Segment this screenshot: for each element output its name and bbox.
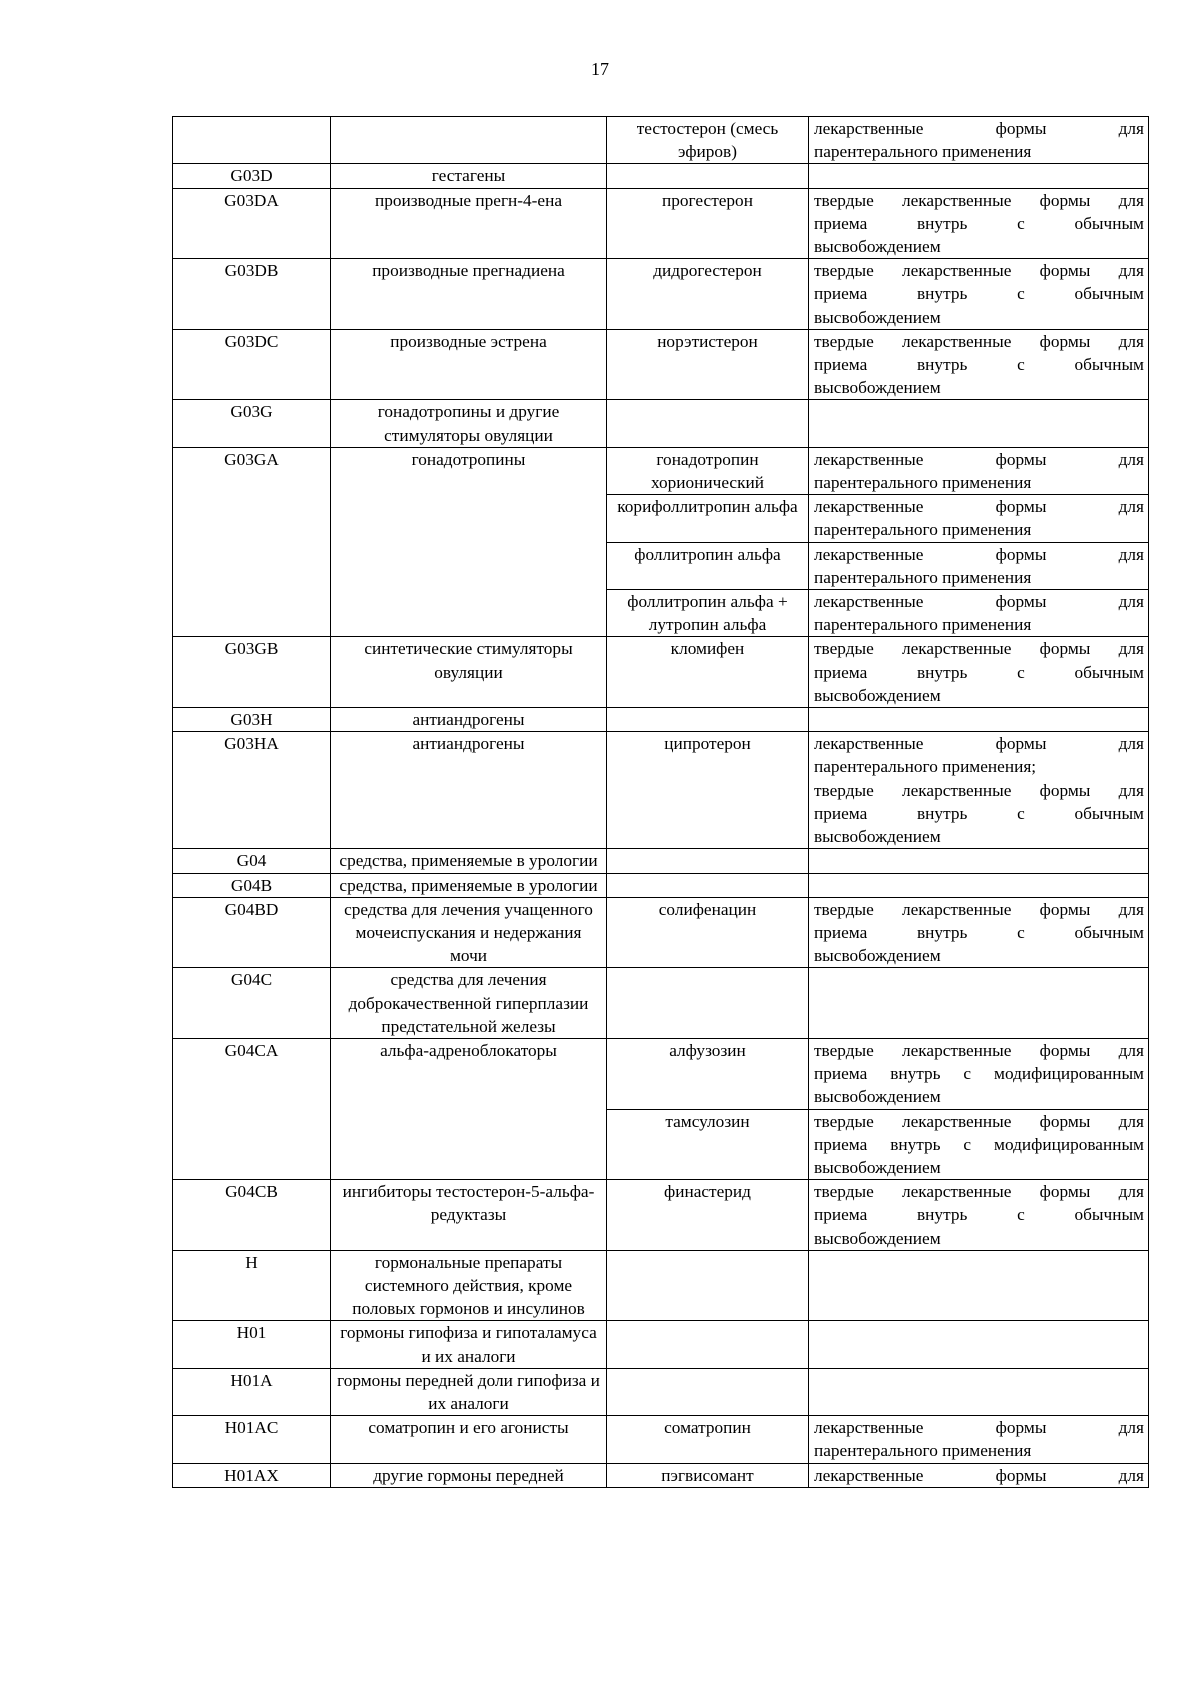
dosage-form-cell	[809, 542, 1149, 589]
dosage-form-line: высвобождением	[814, 685, 941, 705]
dosage-form-cell	[809, 849, 1149, 873]
drug-name-cell	[607, 708, 809, 732]
atc-code-cell: H01	[173, 1321, 331, 1368]
drug-name-cell: норэтистерон	[607, 329, 809, 400]
dosage-form-line: приема внутрь с обычным	[814, 803, 1144, 823]
dosage-form-line: твердые лекарственные формы для	[814, 261, 1144, 281]
atc-group-cell: другие гормоны передней	[331, 1463, 607, 1487]
dosage-form-line: высвобождением	[814, 1228, 941, 1248]
atc-code-cell: G04	[173, 849, 331, 873]
drug-name-cell	[607, 968, 809, 1039]
dosage-form-cell	[809, 329, 1149, 400]
dosage-form-line: парентерального применения	[814, 142, 1032, 162]
atc-code-cell: G03G	[173, 400, 331, 447]
dosage-form-line: приема внутрь с обычным	[814, 284, 1144, 304]
dosage-form-line: твердые лекарственные формы для	[814, 190, 1144, 210]
dosage-form-cell	[809, 590, 1149, 637]
table-body	[173, 117, 1149, 1488]
dosage-form-line: лекарственные формы для	[814, 1465, 1144, 1485]
drug-name-cell	[607, 1368, 809, 1415]
dosage-form-line: высвобождением	[814, 1087, 941, 1107]
drug-name-cell: ципротерон	[607, 732, 809, 849]
dosage-form-line: лекарственные формы для	[814, 119, 1144, 138]
dosage-form-line: лекарственные формы для	[814, 449, 1144, 469]
drug-name-cell	[607, 400, 809, 447]
atc-code-cell: G04B	[173, 873, 331, 897]
dosage-form-cell	[809, 1321, 1149, 1368]
table-row	[173, 1038, 1149, 1109]
drug-name-cell	[607, 849, 809, 873]
atc-code-cell: G03DB	[173, 259, 331, 330]
dosage-form-cell	[809, 1180, 1149, 1251]
table-row	[173, 400, 1149, 447]
dosage-form-line: твердые лекарственные формы для	[814, 899, 1144, 919]
atc-group-cell: производные прегнадиена	[331, 259, 607, 330]
dosage-form-cell	[809, 1109, 1149, 1180]
atc-code-cell: G03GB	[173, 637, 331, 708]
dosage-form-line: твердые лекарственные формы для	[814, 1111, 1144, 1131]
drug-name-cell: корифоллитропин альфа	[607, 495, 809, 542]
dosage-form-cell	[809, 897, 1149, 968]
dosage-form-line: парентерального применения	[814, 615, 1032, 635]
dosage-form-line: парентерального применения	[814, 520, 1032, 540]
atc-code-cell: G03DA	[173, 188, 331, 259]
dosage-form-cell	[809, 117, 1149, 164]
atc-code-cell: G04C	[173, 968, 331, 1039]
dosage-form-cell	[809, 164, 1149, 188]
dosage-form-cell	[809, 447, 1149, 494]
drug-name-cell: тестостерон (смесь эфиров)	[607, 117, 809, 164]
atc-group-cell: средства, применяемые в урологии	[331, 873, 607, 897]
dosage-form-line: твердые лекарственные формы для	[814, 780, 1144, 800]
drug-name-cell	[607, 164, 809, 188]
dosage-form-cell	[809, 188, 1149, 259]
drug-name-cell: алфузозин	[607, 1038, 809, 1109]
table-row	[173, 1463, 1149, 1487]
dosage-form-line: лекарственные формы для	[814, 544, 1144, 564]
dosage-form-line: твердые лекарственные формы для	[814, 639, 1144, 659]
table-row	[173, 1321, 1149, 1368]
atc-group-cell: гестагены	[331, 164, 607, 188]
table-row	[173, 259, 1149, 330]
dosage-form-line: приема внутрь с обычным	[814, 1205, 1144, 1225]
dosage-form-line: приема внутрь с обычным	[814, 355, 1144, 375]
dosage-form-cell	[809, 1368, 1149, 1415]
table-row	[173, 1416, 1149, 1463]
dosage-form-line: лекарственные формы для	[814, 1418, 1144, 1438]
drug-name-cell: кломифен	[607, 637, 809, 708]
dosage-form-line: лекарственные формы для	[814, 592, 1144, 612]
dosage-form-line: приема внутрь с модифицированным	[814, 1134, 1144, 1154]
atc-group-cell: гормоны гипофиза и гипоталамуса и их аналоги	[331, 1321, 607, 1368]
atc-group-cell: гормональные препараты системного действия, кроме половых гормонов и инсулинов	[331, 1250, 607, 1321]
medicines-table	[172, 116, 1149, 1488]
atc-code-cell: G03HA	[173, 732, 331, 849]
dosage-form-cell	[809, 1416, 1149, 1463]
dosage-form-line: парентерального применения	[814, 567, 1032, 587]
dosage-form-cell	[809, 732, 1149, 849]
dosage-form-line: высвобождением	[814, 378, 941, 398]
dosage-form-line: лекарственные формы для	[814, 497, 1144, 517]
drug-name-cell: соматропин	[607, 1416, 809, 1463]
table-row	[173, 637, 1149, 708]
atc-code-cell: G04CB	[173, 1180, 331, 1251]
dosage-form-cell	[809, 968, 1149, 1039]
atc-code-cell: G04CA	[173, 1038, 331, 1179]
atc-group-cell: производные эстрена	[331, 329, 607, 400]
page-number: 17	[591, 59, 609, 79]
atc-group-cell: средства для лечения доброкачественной гиперплазии предстательной железы	[331, 968, 607, 1039]
drug-name-cell	[607, 1250, 809, 1321]
dosage-form-line: парентерального применения	[814, 1441, 1032, 1461]
table-row	[173, 164, 1149, 188]
table-row	[173, 1180, 1149, 1251]
atc-code-cell: G03H	[173, 708, 331, 732]
dosage-form-line: высвобождением	[814, 946, 941, 966]
atc-group-cell: антиандрогены	[331, 732, 607, 849]
atc-code-cell: G04BD	[173, 897, 331, 968]
atc-code-cell: H01AC	[173, 1416, 331, 1463]
dosage-form-cell	[809, 1250, 1149, 1321]
dosage-form-line: высвобождением	[814, 237, 941, 257]
table-row	[173, 968, 1149, 1039]
atc-code-cell: H01A	[173, 1368, 331, 1415]
dosage-form-line: приема внутрь с модифицированным	[814, 1064, 1144, 1084]
table-row	[173, 329, 1149, 400]
drug-name-cell: гонадотропин хорионический	[607, 447, 809, 494]
table-row	[173, 117, 1149, 164]
atc-group-cell: производные прегн-4-ена	[331, 188, 607, 259]
atc-group-cell: гонадотропины	[331, 447, 607, 637]
table-row	[173, 447, 1149, 494]
dosage-form-cell	[809, 708, 1149, 732]
dosage-form-line: высвобождением	[814, 1157, 941, 1177]
dosage-form-line: лекарственные формы для	[814, 734, 1144, 754]
table-row	[173, 708, 1149, 732]
atc-code-cell: G03GA	[173, 447, 331, 637]
dosage-form-cell	[809, 1038, 1149, 1109]
atc-group-cell: ингибиторы тестостерон-5-альфа-редуктазы	[331, 1180, 607, 1251]
table-row	[173, 732, 1149, 849]
drug-name-cell	[607, 1321, 809, 1368]
atc-code-cell: G03DC	[173, 329, 331, 400]
dosage-form-cell	[809, 637, 1149, 708]
table-row	[173, 1368, 1149, 1415]
dosage-form-cell	[809, 1463, 1149, 1487]
drug-name-cell: финастерид	[607, 1180, 809, 1251]
table-row	[173, 849, 1149, 873]
atc-code-cell: H01AX	[173, 1463, 331, 1487]
dosage-form-cell	[809, 873, 1149, 897]
table-row	[173, 188, 1149, 259]
dosage-form-line: высвобождением	[814, 307, 941, 327]
atc-group-cell: средства для лечения учащенного мочеиспускания и недержания мочи	[331, 897, 607, 968]
drug-name-cell: тамсулозин	[607, 1109, 809, 1180]
dosage-form-line: парентерального применения	[814, 473, 1032, 493]
dosage-form-line: парентерального применения;	[814, 757, 1037, 777]
dosage-form-line: твердые лекарственные формы для	[814, 331, 1144, 351]
atc-group-cell: гонадотропины и другие стимуляторы овуляции	[331, 400, 607, 447]
drug-name-cell: солифенацин	[607, 897, 809, 968]
atc-group-cell: антиандрогены	[331, 708, 607, 732]
atc-code-cell: G03D	[173, 164, 331, 188]
atc-code-cell: H	[173, 1250, 331, 1321]
atc-group-cell: средства, применяемые в урологии	[331, 849, 607, 873]
dosage-form-cell	[809, 495, 1149, 542]
drug-name-cell: прогестерон	[607, 188, 809, 259]
drug-name-cell: фоллитропин альфа	[607, 542, 809, 589]
dosage-form-line: твердые лекарственные формы для	[814, 1182, 1144, 1202]
atc-group-cell	[331, 117, 607, 164]
dosage-form-line: твердые лекарственные формы для	[814, 1040, 1144, 1060]
atc-group-cell: соматропин и его агонисты	[331, 1416, 607, 1463]
atc-code-cell	[173, 117, 331, 164]
atc-group-cell: гормоны передней доли гипофиза и их аналоги	[331, 1368, 607, 1415]
dosage-form-line: приема внутрь с обычным	[814, 922, 1144, 942]
dosage-form-line: высвобождением	[814, 827, 941, 847]
drug-name-cell: пэгвисомант	[607, 1463, 809, 1487]
drug-name-cell	[607, 873, 809, 897]
drug-name-cell: фоллитропин альфа + лутропин альфа	[607, 590, 809, 637]
dosage-form-line: приема внутрь с обычным	[814, 662, 1144, 682]
table-row	[173, 1250, 1149, 1321]
drug-name-cell: дидрогестерон	[607, 259, 809, 330]
table-row	[173, 897, 1149, 968]
atc-group-cell: альфа-адреноблокаторы	[331, 1038, 607, 1179]
table-row	[173, 873, 1149, 897]
dosage-form-cell	[809, 400, 1149, 447]
dosage-form-line: приема внутрь с обычным	[814, 213, 1144, 233]
dosage-form-cell	[809, 259, 1149, 330]
atc-group-cell: синтетические стимуляторы овуляции	[331, 637, 607, 708]
